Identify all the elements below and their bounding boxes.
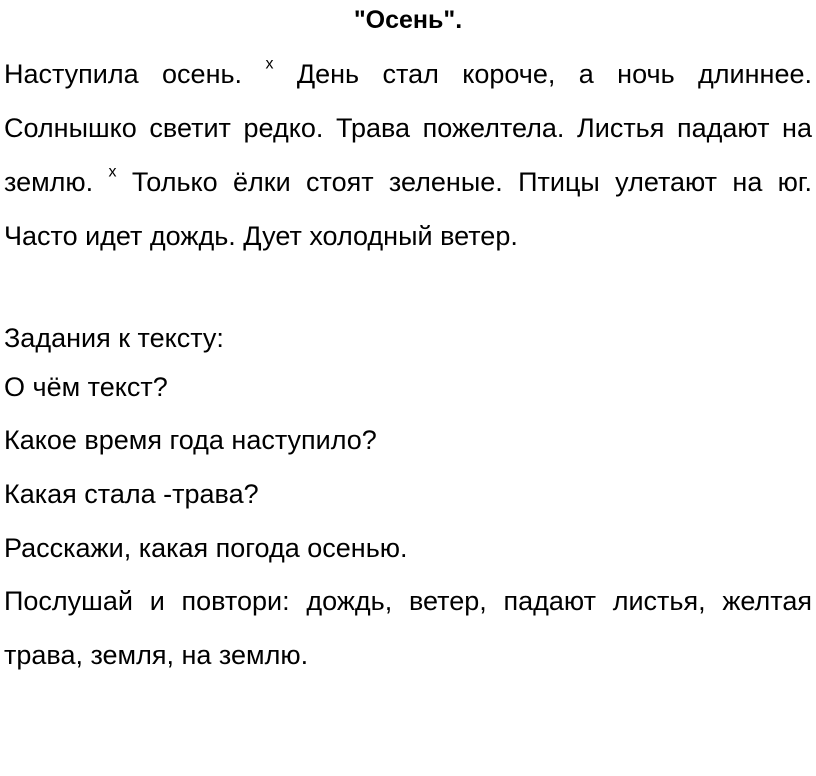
task-item: Расскажи, какая погода осенью. — [4, 533, 408, 563]
story-sentences-2: День стал короче, а ночь длиннее. Солнышко светит редко. Трава пожелтела. Листья падают на землю. — [4, 59, 812, 197]
task-item: Послушай и повтори: дождь, ветер, падают листья, желтая трава, земля, на землю. — [4, 586, 812, 670]
task-item: О чём текст? — [4, 372, 168, 402]
story-sentence-1: Наступила осень. — [4, 59, 243, 89]
tasks-heading: Задания к тексту: — [4, 323, 224, 353]
footnote-marker: x — [108, 163, 117, 181]
task-item: Какое время года наступило? — [4, 425, 377, 455]
story-paragraph — [4, 47, 812, 263]
story-sentences-3: Только ёлки стоят зеленые. Птицы улетают на юг. Часто идет дождь. Дует холодный ветер. — [4, 167, 812, 251]
footnote-marker: x — [265, 55, 274, 73]
document-title: "Осень". — [353, 6, 463, 34]
task-item: Какая стала -трава? — [4, 479, 259, 509]
